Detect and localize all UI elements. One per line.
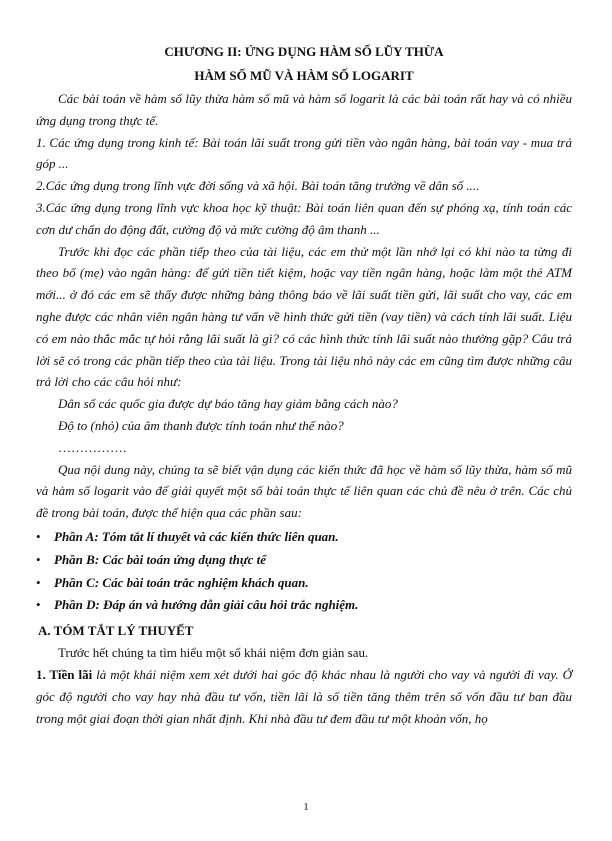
parts-list [36, 526, 572, 617]
application-economics: 1. Các ứng dụng trong kinh tế: Bài toán lãi suất trong gửi tiền vào ngân hàng, bài toán vay - mua trả góp ... [36, 134, 572, 172]
bank-paragraph: Trước khi đọc các phần tiếp theo của tài liệu, các em thử một lần nhớ lại có khi nào ta từng đi theo bố (mẹ) vào ngân hàng: để gửi tiền tiết kiệm, hoặc vay tiền ngân hàng, hoặc làm một thẻ ATM mới... ở đó các em sẽ thấy được những bảng thông báo về lãi suất tiền gửi, lãi suất cho vay, các em nghe được các nhân viên ngân hàng tư vấn về hình thức gửi tiền (vay tiền) và cách tính lãi suất. Liệu có em nào thắc mắc tự hỏi rằng lãi suất là gì? có các hình thức tính lãi suất nào thường gặp? Câu trả lời sẽ có trong các phần tiếp theo của tài liệu. Trong tài liệu nhỏ này các em cũng tìm được những câu trả lời cho các câu hỏi như: [36, 243, 572, 390]
definition-text: là một khái niệm xem xét dưới hai góc độ khác nhau là người cho vay và người đi vay. Ở góc độ người cho vay hay nhà đầu tư vốn, tiền lãi là số tiền tăng thêm trên số vốn đầu tư ban đầu trong một giai đoạn thời gian nhất định. Khi nhà đầu tư đem đầu tư một khoản vốn, họ [36, 666, 572, 726]
list-item [36, 549, 572, 572]
page-number: 1 [303, 801, 309, 813]
chapter-title-line-1: CHƯƠNG II: ỨNG DỤNG HÀM SỐ LŨY THỪA [164, 44, 444, 59]
chapter-title-line-2: HÀM SỐ MŨ VÀ HÀM SỐ LOGARIT [194, 68, 414, 83]
part-b-label: Phần B: Các bài toán ứng dụng thực tế [54, 551, 267, 567]
list-item [36, 594, 572, 617]
part-c-label: Phần C: Các bài toán trắc nghiệm khách quan. [54, 574, 309, 590]
page-content [36, 40, 572, 729]
part-a-label: Phần A: Tóm tắt lí thuyết và các kiến thức liên quan. [54, 528, 339, 544]
bullet-icon: • [36, 597, 41, 613]
part-d-label: Phần D: Đáp án và hướng dẫn giải câu hỏi trắc nghiệm. [54, 597, 359, 613]
list-item [36, 526, 572, 549]
chapter-title [36, 40, 572, 88]
application-society: 2.Các ứng dụng trong lĩnh vực đời sống và xã hội. Bài toán tăng trưởng về dân số .... [36, 178, 480, 194]
question-population: Dân số các quốc gia được dự báo tăng hay giảm bằng cách nào? [58, 396, 398, 412]
intro-paragraph: Các bài toán về hàm số lũy thừa hàm số mũ và hàm số logarit là các bài toán rất hay và có nhiều ứng dụng trong thực tế. [36, 91, 572, 128]
bullet-icon: • [36, 574, 41, 590]
bullet-icon: • [36, 528, 41, 544]
section-a-intro: Trước hết chúng ta tìm hiểu một số khái niệm đơn giản sau. [58, 645, 369, 661]
question-sound: Độ to (nhỏ) của âm thanh được tính toán như thế nào? [58, 417, 344, 433]
application-science: 3.Các ứng dụng trong lĩnh vực khoa học kỹ thuật: Bài toán liên quan đến sự phóng xạ, tính toán các cơn dư chấn do động đất, cường độ và mức cường độ âm thanh ... [36, 199, 572, 237]
question-ellipsis: ……………. [58, 439, 127, 455]
definition-term: 1. Tiền lãi [36, 666, 93, 682]
section-a-heading: A. TÓM TẮT LÝ THUYẾT [38, 623, 194, 639]
list-item [36, 572, 572, 595]
overview-paragraph: Qua nội dung này, chúng ta sẽ biết vận dụng các kiến thức đã học về hàm số lũy thừa, hàm số mũ và hàm số logarit vào để giải quyết một số bài toán thực tế liên quan các chủ đề nêu ở trên. Các chủ đề trong bài toán, được thể hiện qua các phần sau: [36, 461, 572, 521]
bullet-icon: • [36, 551, 41, 567]
definition-paragraph [36, 664, 572, 729]
